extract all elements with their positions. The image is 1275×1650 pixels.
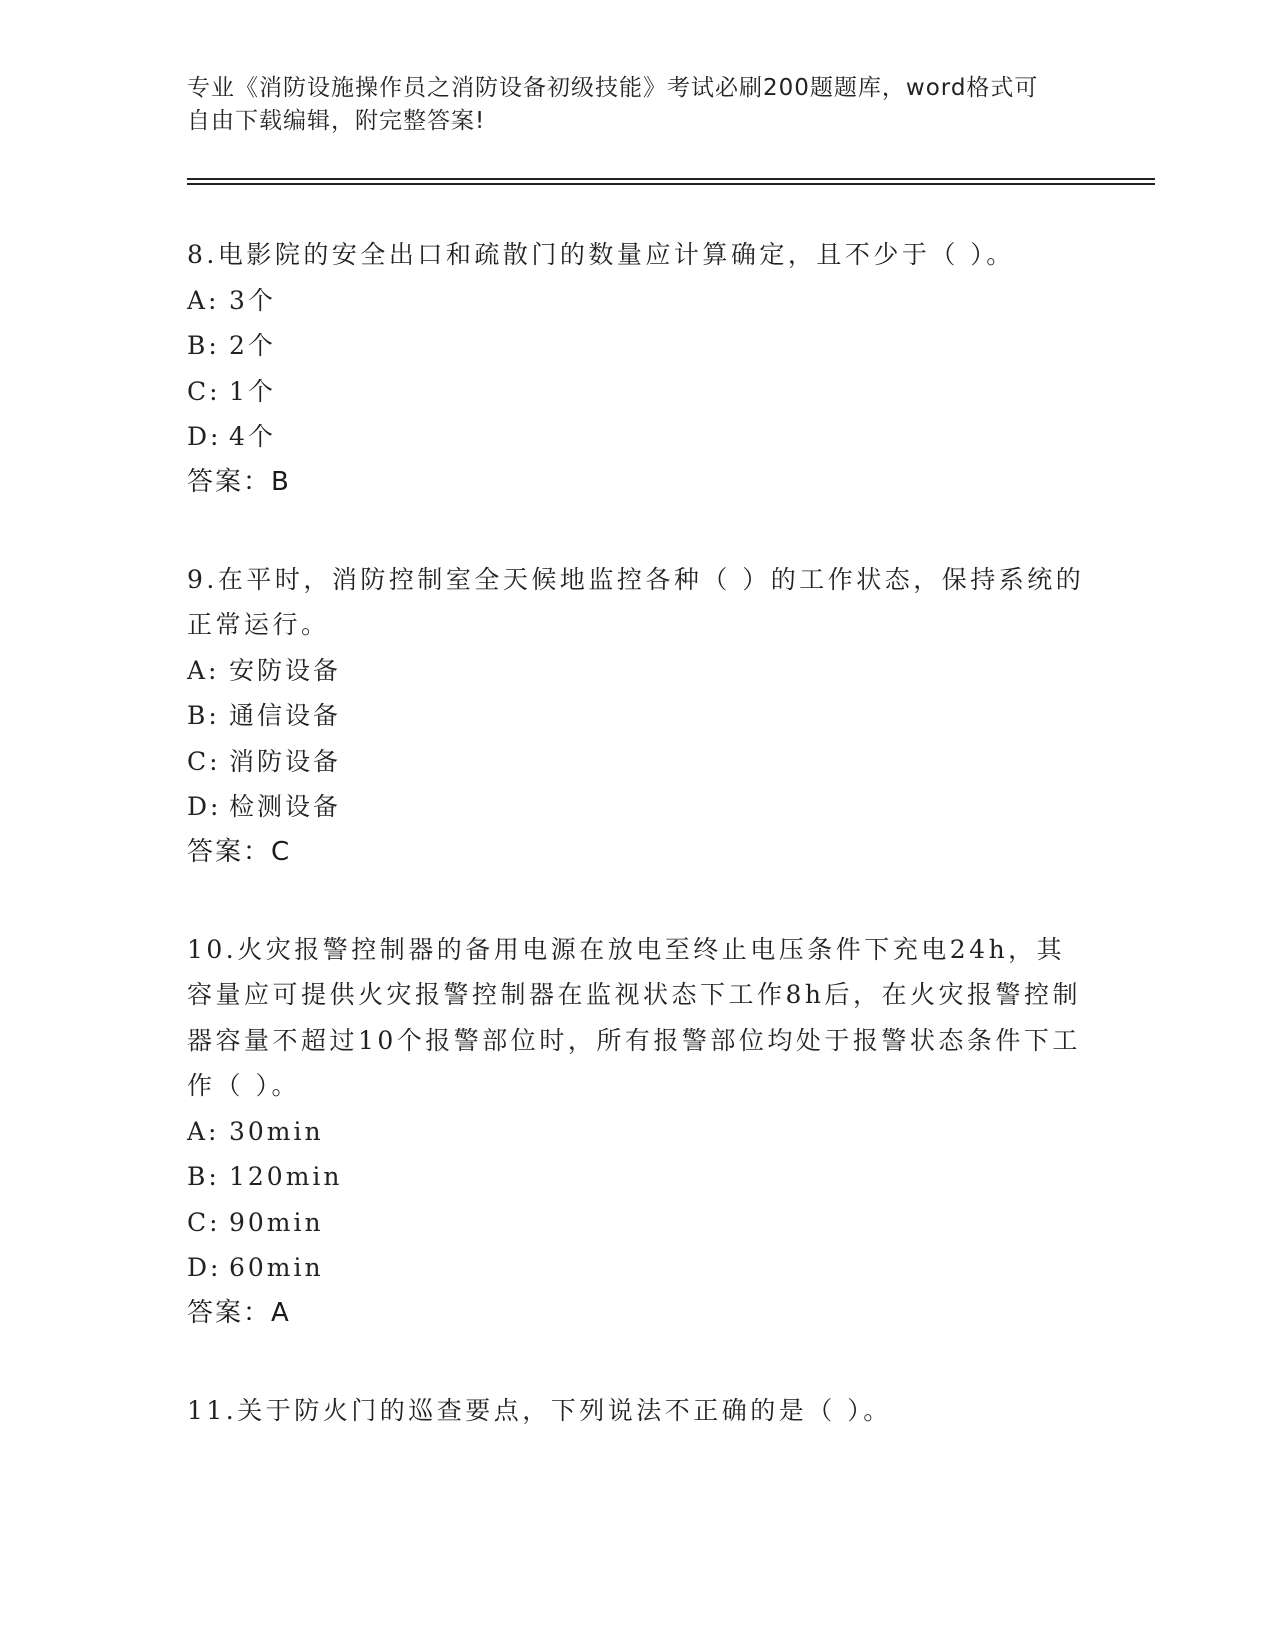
- option-a: [187, 648, 1087, 694]
- option-letter: C:: [187, 746, 221, 776]
- question-stem: 8.电影院的安全出口和疏散门的数量应计算确定，且不少于（ ）。: [187, 240, 1015, 269]
- question-9: [187, 557, 1087, 875]
- option-b: [187, 693, 1087, 739]
- answer-line: 答案：B: [187, 466, 291, 497]
- option-text: 检测设备: [229, 792, 342, 821]
- question-stem: 9.在平时，消防控制室全天候地监控各种（ ）的工作状态，保持系统的正常运行。: [187, 564, 1085, 639]
- document-header: [187, 72, 1067, 138]
- option-a: [187, 278, 1087, 324]
- question-11: [187, 1388, 1087, 1434]
- option-letter: C:: [187, 1207, 221, 1237]
- option-text: 120min: [229, 1162, 343, 1191]
- option-a: [187, 1109, 1087, 1155]
- option-text: 3个: [229, 285, 276, 315]
- option-letter: A:: [187, 655, 220, 685]
- option-letter: A:: [187, 1116, 220, 1146]
- option-letter: D:: [187, 792, 222, 821]
- option-letter: A:: [187, 285, 220, 315]
- option-d: [187, 784, 1087, 830]
- option-letter: D:: [187, 422, 222, 451]
- question-list: [187, 232, 1087, 1485]
- question-8: [187, 232, 1087, 505]
- header-divider-bottom: [187, 183, 1155, 185]
- header-line-2: 自由下载编辑，附完整答案!: [187, 108, 486, 134]
- answer-line: 答案：C: [187, 836, 292, 867]
- question-10: [187, 927, 1087, 1336]
- option-letter: B:: [187, 701, 220, 730]
- option-text: 2个: [229, 331, 276, 360]
- option-letter: B:: [187, 1162, 220, 1191]
- option-d: [187, 1245, 1087, 1291]
- option-c: [187, 1200, 1087, 1246]
- option-letter: D:: [187, 1253, 222, 1282]
- option-b: [187, 1154, 1087, 1200]
- question-stem: 10.火灾报警控制器的备用电源在放电至终止电压条件下充电24h，其容量应可提供火灾报警控制器在监视状态下工作8h后，在火灾报警控制器容量不超过10个报警部位时，所有报警部位均处于报警状态条件下工作（ ）。: [187, 934, 1082, 1100]
- option-text: 1个: [229, 376, 276, 406]
- header-divider-top: [187, 178, 1155, 180]
- option-d: [187, 414, 1087, 460]
- option-text: 60min: [229, 1253, 324, 1282]
- option-letter: C:: [187, 376, 221, 406]
- option-text: 消防设备: [229, 746, 342, 776]
- option-c: [187, 739, 1087, 785]
- option-c: [187, 369, 1087, 415]
- header-line-1: 专业《消防设施操作员之消防设备初级技能》考试必刷200题题库，word格式可: [187, 75, 1039, 101]
- question-stem: 11.关于防火门的巡查要点，下列说法不正确的是（ ）。: [187, 1395, 892, 1425]
- option-text: 90min: [229, 1207, 324, 1237]
- option-text: 4个: [229, 422, 276, 451]
- option-letter: B:: [187, 331, 220, 360]
- option-text: 30min: [229, 1116, 324, 1146]
- option-text: 安防设备: [229, 655, 342, 685]
- option-b: [187, 323, 1087, 369]
- option-text: 通信设备: [229, 701, 342, 730]
- answer-line: 答案：A: [187, 1297, 291, 1328]
